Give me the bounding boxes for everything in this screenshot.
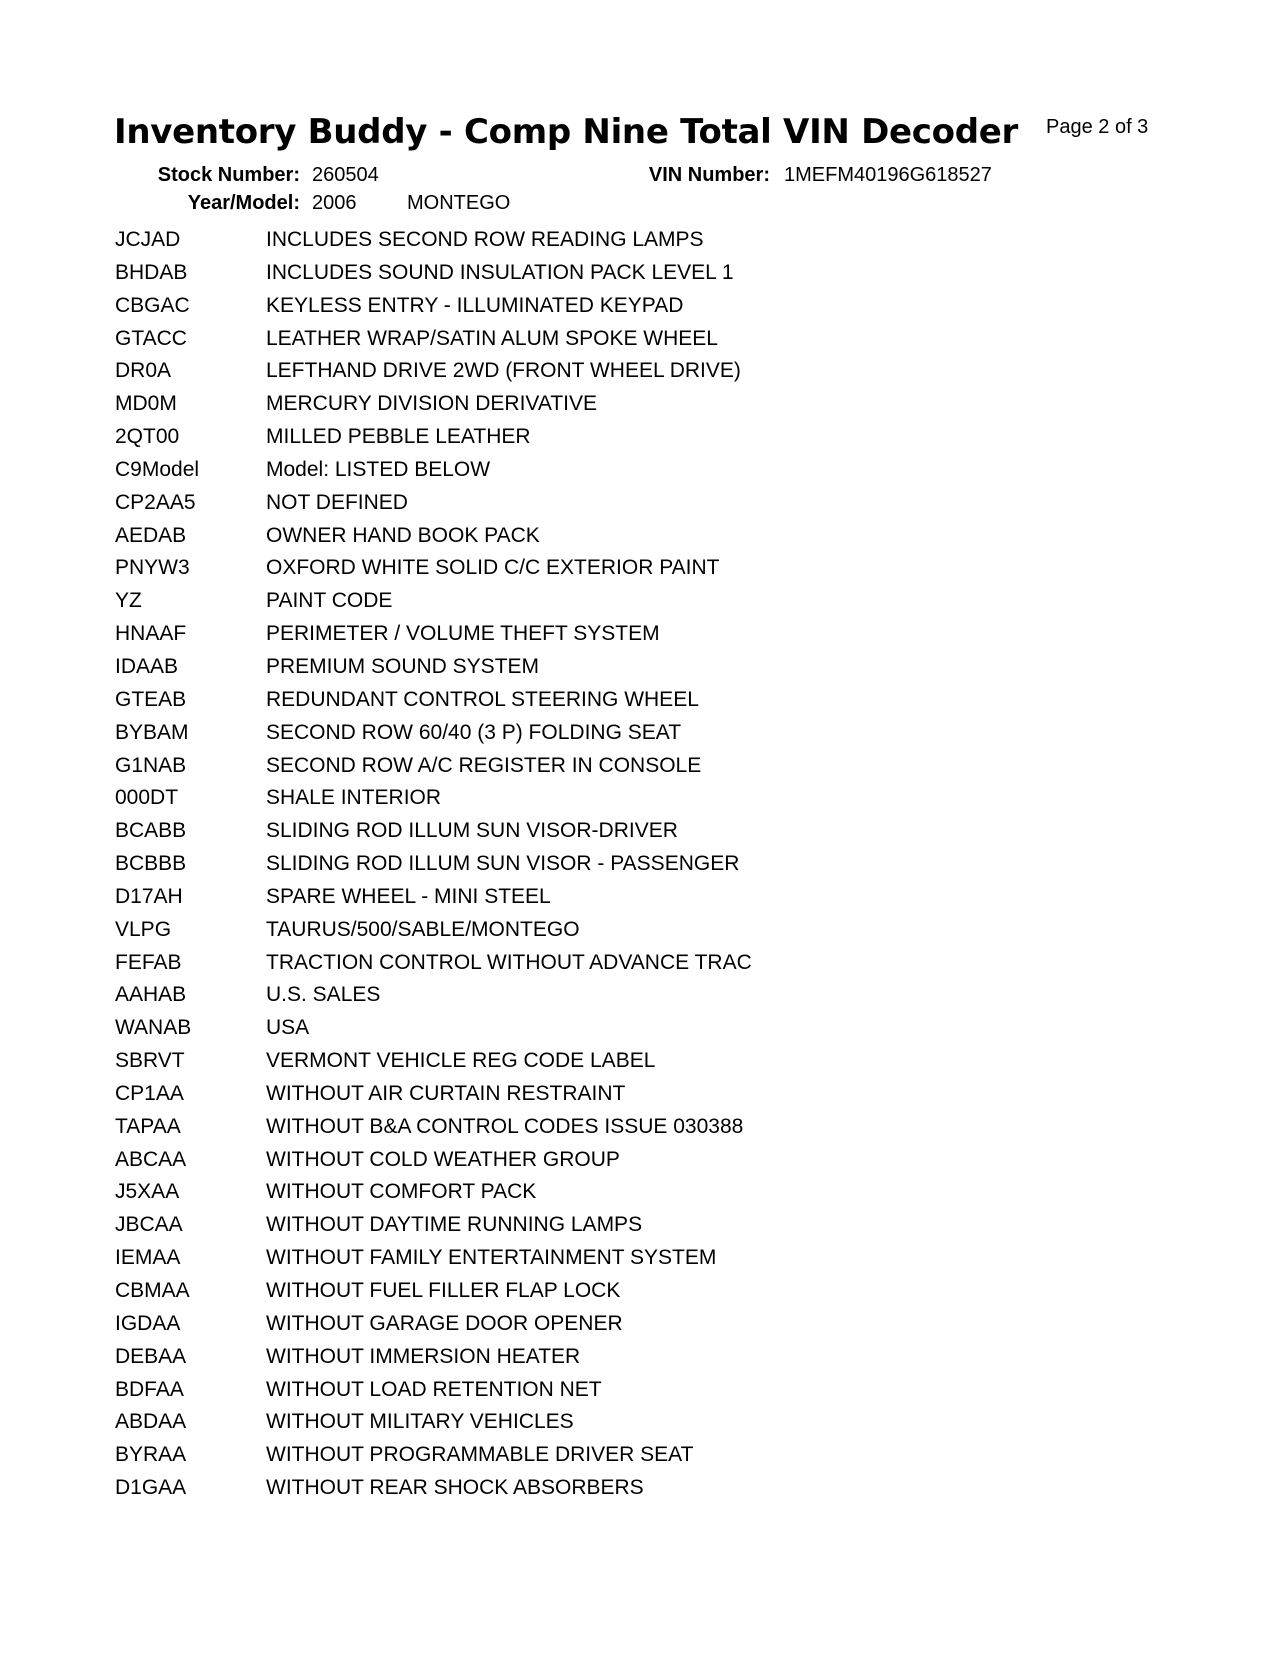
option-code: VLPG xyxy=(115,917,172,941)
option-code: CP2AA5 xyxy=(115,490,196,514)
option-description: WITHOUT MILITARY VEHICLES xyxy=(266,1410,574,1434)
option-description: KEYLESS ENTRY - ILLUMINATED KEYPAD xyxy=(266,293,684,317)
option-description: SECOND ROW A/C REGISTER IN CONSOLE xyxy=(266,753,702,777)
option-code: WANAB xyxy=(115,1016,192,1040)
option-description: WITHOUT LOAD RETENTION NET xyxy=(266,1377,602,1401)
option-code: HNAAF xyxy=(115,622,187,646)
option-description: WITHOUT PROGRAMMABLE DRIVER SEAT xyxy=(266,1443,694,1467)
stock-number-label: Stock Number: xyxy=(157,164,300,186)
option-description: SLIDING ROD ILLUM SUN VISOR - PASSENGER xyxy=(266,852,740,876)
option-description: SPARE WHEEL - MINI STEEL xyxy=(266,884,551,908)
option-code: CBGAC xyxy=(115,293,190,317)
option-description: LEFTHAND DRIVE 2WD (FRONT WHEEL DRIVE) xyxy=(266,359,741,383)
option-description: SHALE INTERIOR xyxy=(266,786,442,810)
option-description: PAINT CODE xyxy=(266,589,393,613)
option-description: WITHOUT FUEL FILLER FLAP LOCK xyxy=(266,1279,621,1302)
model-value: MONTEGO xyxy=(407,192,511,214)
option-code: BYBAM xyxy=(115,720,189,744)
option-code: D17AH xyxy=(115,884,183,908)
option-description: LEATHER WRAP/SATIN ALUM SPOKE WHEEL xyxy=(266,326,718,350)
option-description: PERIMETER / VOLUME THEFT SYSTEM xyxy=(266,622,660,646)
option-description: TRACTION CONTROL WITHOUT ADVANCE TRAC xyxy=(266,950,752,974)
page-number: Page 2 of 3 xyxy=(1046,116,1149,138)
option-code: SBRVT xyxy=(115,1049,185,1073)
option-code: JBCAA xyxy=(115,1213,183,1237)
vin-number-value: 1MEFM40196G618527 xyxy=(784,164,992,186)
option-description: WITHOUT FAMILY ENTERTAINMENT SYSTEM xyxy=(266,1246,717,1270)
option-code: JCJAD xyxy=(115,228,181,251)
option-code: G1NAB xyxy=(115,753,187,777)
option-description: SECOND ROW 60/40 (3 P) FOLDING SEAT xyxy=(266,720,682,744)
option-description: INCLUDES SECOND ROW READING LAMPS xyxy=(266,228,704,251)
option-description: SLIDING ROD ILLUM SUN VISOR-DRIVER xyxy=(266,819,678,843)
option-code: BCBBB xyxy=(115,852,187,876)
option-code: IEMAA xyxy=(115,1246,181,1270)
option-code: DR0A xyxy=(115,359,172,383)
option-code: TAPAA xyxy=(115,1114,181,1138)
option-description: MILLED PEBBLE LEATHER xyxy=(266,425,531,449)
option-code: BHDAB xyxy=(115,260,188,284)
option-description: WITHOUT COLD WEATHER GROUP xyxy=(266,1147,620,1171)
option-code: ABDAA xyxy=(115,1410,187,1434)
option-description: WITHOUT IMMERSION HEATER xyxy=(266,1344,581,1368)
option-description: WITHOUT COMFORT PACK xyxy=(266,1180,537,1204)
option-code: YZ xyxy=(115,589,142,613)
option-description: WITHOUT AIR CURTAIN RESTRAINT xyxy=(266,1081,626,1105)
option-description: WITHOUT DAYTIME RUNNING LAMPS xyxy=(266,1213,643,1237)
option-code: AEDAB xyxy=(115,523,187,547)
option-description: USA xyxy=(266,1016,310,1040)
option-code: ABCAA xyxy=(115,1147,187,1171)
option-description: WITHOUT GARAGE DOOR OPENER xyxy=(266,1311,623,1335)
option-description: MERCURY DIVISION DERIVATIVE xyxy=(266,392,598,416)
year-value: 2006 xyxy=(312,192,357,214)
option-description: OXFORD WHITE SOLID C/C EXTERIOR PAINT xyxy=(266,556,720,580)
option-code: FEFAB xyxy=(115,950,182,974)
option-description: U.S. SALES xyxy=(266,983,381,1007)
option-description: Model: LISTED BELOW xyxy=(266,457,491,481)
option-description: OWNER HAND BOOK PACK xyxy=(266,523,540,547)
option-description: VERMONT VEHICLE REG CODE LABEL xyxy=(266,1049,656,1073)
option-description: WITHOUT B&A CONTROL CODES ISSUE 030388 xyxy=(266,1114,744,1138)
option-code: GTACC xyxy=(115,326,187,350)
option-code: D1GAA xyxy=(115,1476,187,1500)
option-code: GTEAB xyxy=(115,687,187,711)
year-model-label: Year/Model: xyxy=(187,192,300,214)
option-code: IGDAA xyxy=(115,1311,181,1335)
option-code: 2QT00 xyxy=(115,425,180,449)
option-description: PREMIUM SOUND SYSTEM xyxy=(266,654,540,678)
option-description: INCLUDES SOUND INSULATION PACK LEVEL 1 xyxy=(266,260,734,284)
option-code: J5XAA xyxy=(115,1180,180,1204)
vin-number-label: VIN Number: xyxy=(648,164,770,186)
option-description: REDUNDANT CONTROL STEERING WHEEL xyxy=(266,687,699,711)
option-code: 000DT xyxy=(115,786,179,810)
stock-number-value: 260504 xyxy=(312,164,379,186)
option-code: CBMAA xyxy=(115,1279,190,1302)
option-code: BCABB xyxy=(115,819,187,843)
option-code: DEBAA xyxy=(115,1344,187,1368)
option-code: CP1AA xyxy=(115,1081,184,1105)
option-description: NOT DEFINED xyxy=(266,490,408,514)
option-description: TAURUS/500/SABLE/MONTEGO xyxy=(266,917,580,941)
option-description: WITHOUT REAR SHOCK ABSORBERS xyxy=(266,1476,644,1500)
option-code: C9Model xyxy=(115,457,200,481)
option-code: BDFAA xyxy=(115,1377,184,1401)
option-code: BYRAA xyxy=(115,1443,187,1467)
option-code: PNYW3 xyxy=(115,556,190,580)
option-code: IDAAB xyxy=(115,654,179,678)
document-title: Inventory Buddy - Comp Nine Total VIN Decoder xyxy=(114,112,1018,152)
option-code: MD0M xyxy=(115,392,177,416)
option-code: AAHAB xyxy=(115,983,187,1007)
